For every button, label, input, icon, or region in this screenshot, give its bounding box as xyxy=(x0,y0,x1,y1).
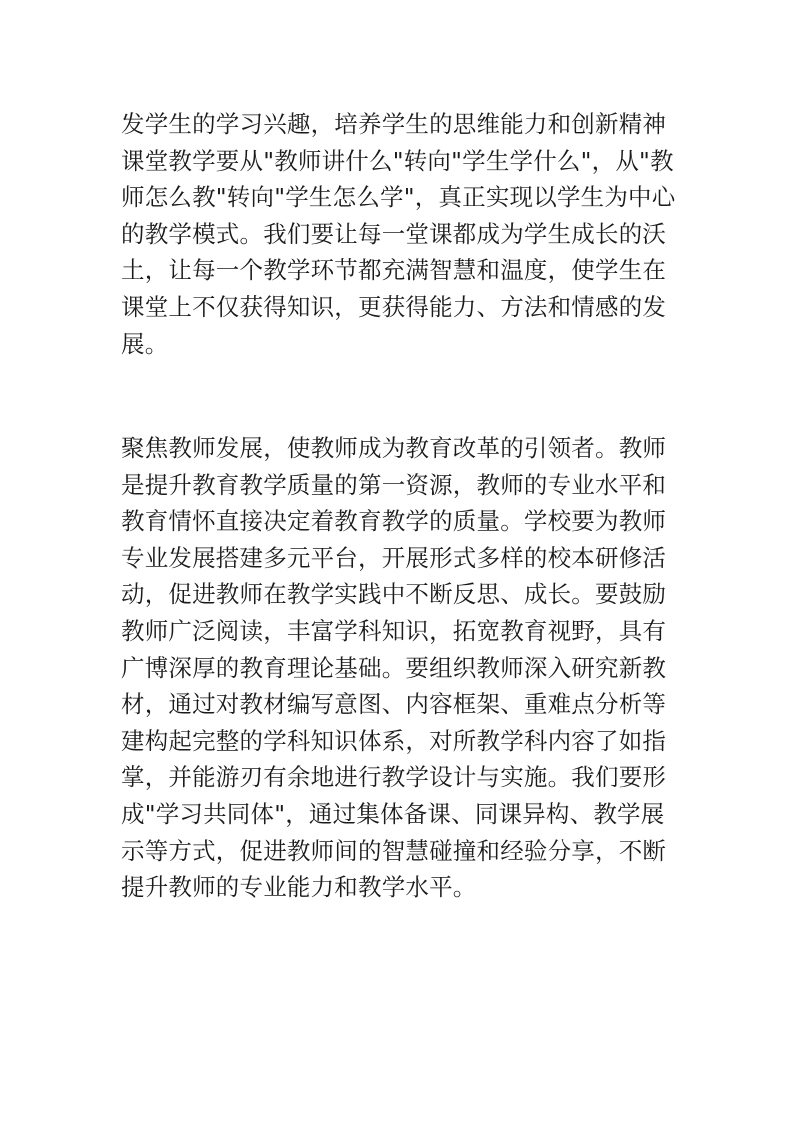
paragraph-line: 教师广泛阅读，丰富学科知识，拓宽教育视野，具有 xyxy=(121,616,667,645)
paragraph-line: 提升教师的专业能力和教学水平。 xyxy=(121,873,477,902)
paragraph-line: 课堂上不仅获得知识，更获得能力、方法和情感的发 xyxy=(121,292,667,321)
paragraph-line: 建构起完整的学科知识体系，对所教学科内容了如指 xyxy=(121,726,667,755)
paragraph-line: 专业发展搭建多元平台，开展形式多样的校本研修活 xyxy=(121,543,667,572)
paragraph-line: 聚焦教师发展，使教师成为教育改革的引领者。教师 xyxy=(121,434,667,462)
paragraph-student-centered-teaching xyxy=(121,106,677,362)
paragraph-line: 掌，并能游刃有余地进行教学设计与实施。我们要形 xyxy=(121,763,667,792)
paragraph-line: 广博深厚的教育理论基础。要组织教师深入研究新教 xyxy=(121,653,667,682)
paragraph-line: 的教学模式。我们要让每一堂课都成为学生成长的沃 xyxy=(121,219,667,248)
paragraph-line: 示等方式，促进教师间的智慧碰撞和经验分享，不断 xyxy=(121,836,667,865)
paragraph-line: 发学生的学习兴趣，培养学生的思维能力和创新精神 xyxy=(121,110,667,138)
paragraph-line: 动，促进教师在教学实践中不断反思、成长。要鼓励 xyxy=(121,580,667,609)
paragraph-line: 材，通过对教材编写意图、内容框架、重难点分析等 xyxy=(121,690,667,719)
paragraph-line: 课堂教学要从"教师讲什么"转向"学生学什么"，从"教 xyxy=(121,146,674,175)
paragraph-line: 土，让每一个教学环节都充满智慧和温度，使学生在 xyxy=(121,256,667,285)
paragraph-line: 教育情怀直接决定着教育教学的质量。学校要为教师 xyxy=(121,507,667,536)
paragraph-line: 展。 xyxy=(121,329,169,358)
paragraph-line: 师怎么教"转向"学生怎么学"，真正实现以学生为中心 xyxy=(121,183,676,212)
paragraph-line: 成"学习共同体"，通过集体备课、同课异构、教学展 xyxy=(121,799,665,828)
paragraph-line: 是提升教育教学质量的第一资源，教师的专业水平和 xyxy=(121,470,667,499)
paragraph-teacher-development xyxy=(121,430,677,906)
